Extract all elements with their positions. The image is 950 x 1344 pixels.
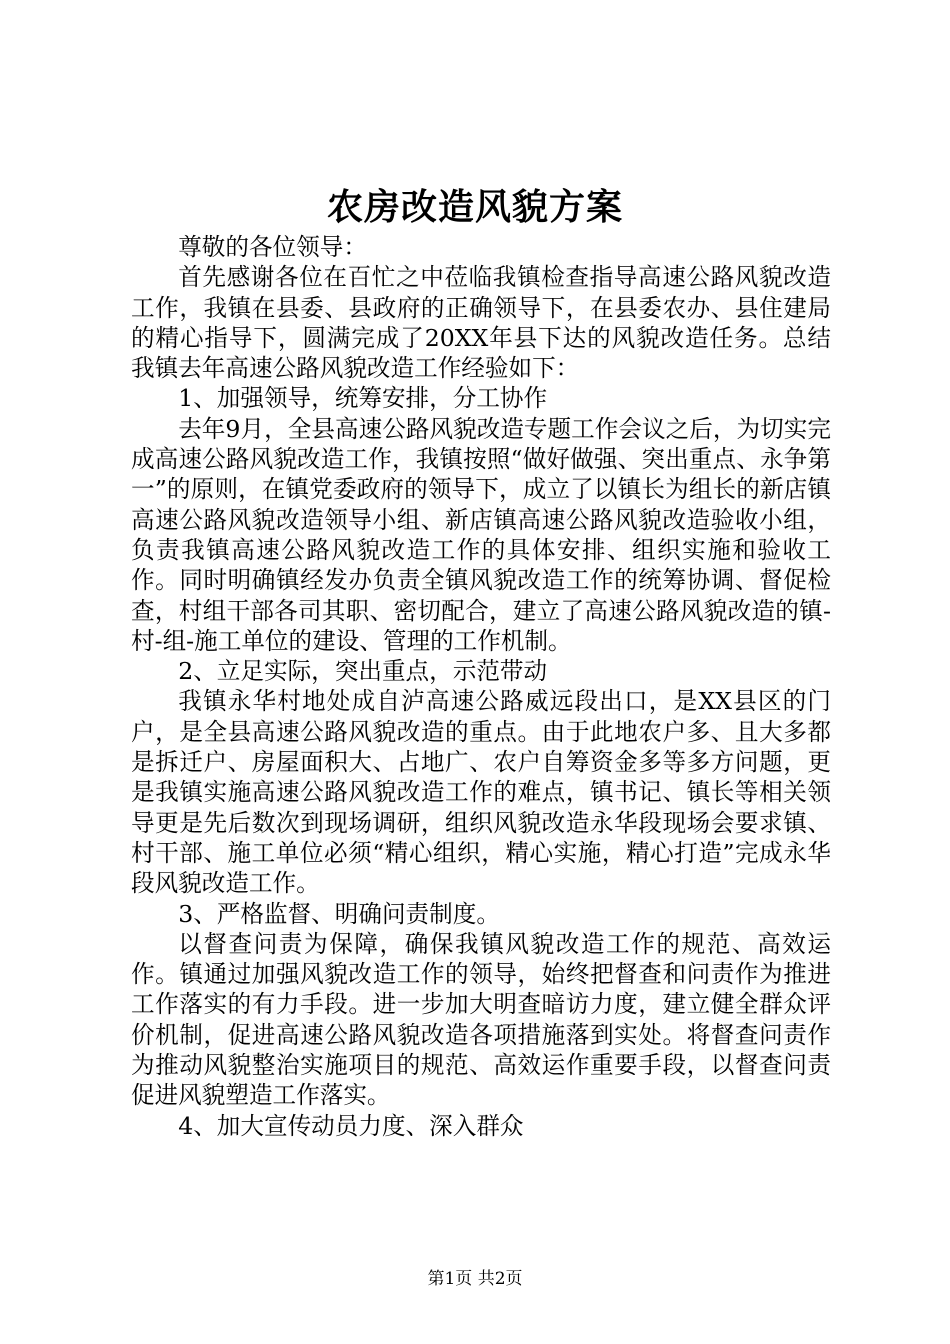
page-footer: 第1页 共2页 — [427, 1269, 523, 1289]
document-title: 农房改造风貌方案 — [326, 186, 623, 228]
paragraph-section-1: 去年9月，全县高速公路风貌改造专题工作会议之后，为切实完成高速公路风貌改造工作，我镇按照“做好做强、突出重点、永争第一”的原则，在镇党委政府的领导下，成立了以镇长为组长的新店镇高速公路风貌改造领导小组、新店镇高速公路风貌改造验收小组，负责我镇高速公路风貌改造工作的具体安排、组织实施和验收工作。同时明确镇经发办负责全镇风貌改造工作的统筹协调、督促检查，村组干部各司其职、密切配合，建立了高速公路风貌改造的镇-村-组-施工单位的建设、管理的工作机制。 — [131, 414, 831, 655]
section-heading-3: 3、严格监督、明确问责制度。 — [178, 899, 500, 928]
paragraph-section-3: 以督查问责为保障，确保我镇风貌改造工作的规范、高效运作。镇通过加强风貌改造工作的领导，始终把督查和问责作为推进工作落实的有力手段。进一步加大明查暗访力度，建立健全群众评价机制，促进高速公路风貌改造各项措施落到实处。将督查问责作为推动风貌整治实施项目的规范、高效运作重要手段，以督查问责促进风貌塑造工作落实。 — [131, 929, 831, 1110]
section-heading-4: 4、加大宣传动员力度、深入群众 — [178, 1111, 524, 1140]
paragraph-intro: 首先感谢各位在百忙之中莅临我镇检查指导高速公路风貌改造工作，我镇在县委、县政府的正确领导下，在县委农办、县住建局的精心指导下，圆满完成了20XX年县下达的风貌改造任务。总结我镇去年高速公路风貌改造工作经验如下： — [131, 263, 831, 383]
paragraph-section-2: 我镇永华村地处成自泸高速公路威远段出口，是XX县区的门户，是全县高速公路风貌改造的重点。由于此地农户多、且大多都是拆迁户、房屋面积大、占地广、农户自筹资金多等多方问题，更是我镇实施高速公路风貌改造工作的难点，镇书记、镇长等相关领导更是先后数次到现场调研，组织风貌改造永华段现场会要求镇、村干部、施工单位必须“精心组织，精心实施，精心打造”完成永华段风貌改造工作。 — [131, 687, 831, 898]
document-body — [131, 232, 831, 1141]
section-heading-2: 2、立足实际，突出重点，示范带动 — [178, 657, 548, 686]
section-heading-1: 1、加强领导，统筹安排，分工协作 — [178, 384, 548, 413]
salutation: 尊敬的各位领导： — [178, 233, 367, 261]
